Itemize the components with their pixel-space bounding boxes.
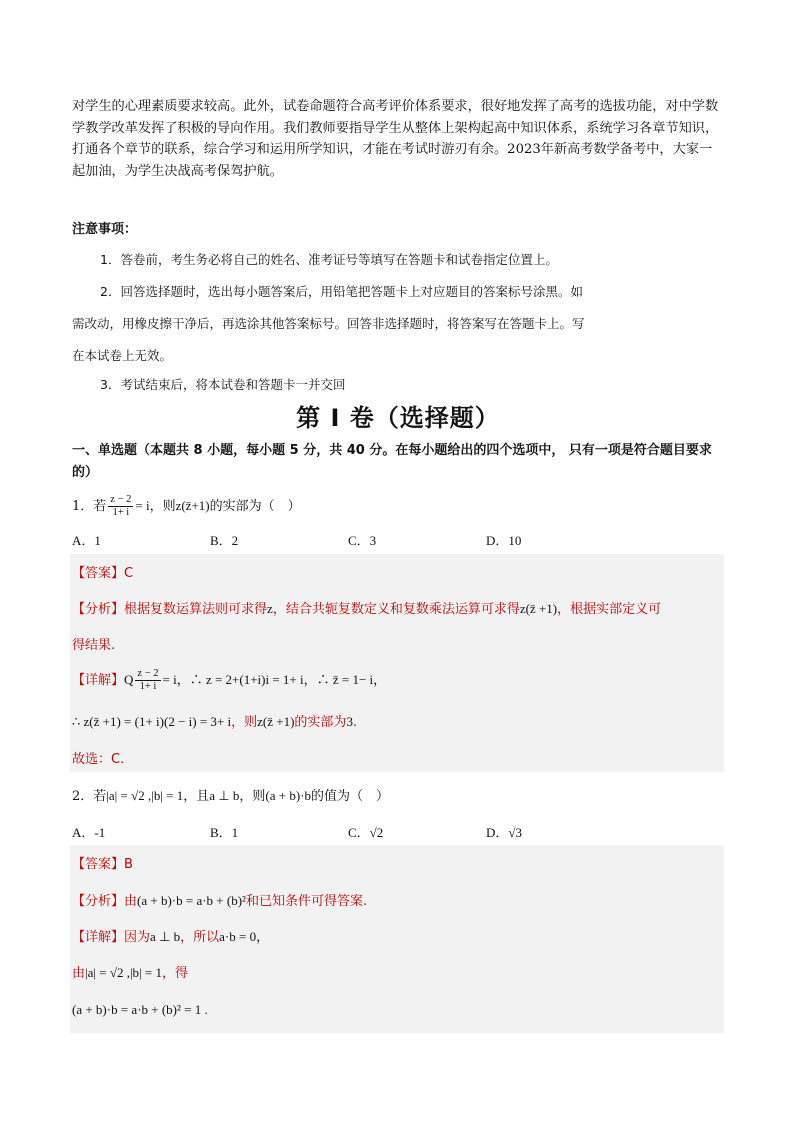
- notice-title: 注意事项：: [72, 222, 138, 237]
- q2-option-a: A．-1: [72, 825, 106, 840]
- q1-expr: z(z̄+1): [175, 498, 210, 513]
- q1-analysis-z: z: [267, 601, 273, 616]
- q1-option-a: A．1: [72, 533, 101, 548]
- intro-paragraph: 对学生的心理素质要求较高。此外，试卷命题符合高考评价体系要求，很好地发挥了高考的选拔功能，对中学数学教学改革发挥了积极的导向作用。我们教师要指导学生从整体上架构起高中知识体系，系统学习各章节知识，打通各个章节的联系，综合学习和运用所学知识，才能在考试时游刃有余。2023年新高考数学备考中，大家一起加油，为学生决战高考保驾护航。: [72, 99, 719, 179]
- q1-answer-tag: 【答案】: [72, 566, 125, 581]
- q2-detail-line-1: [72, 926, 269, 945]
- q1-frac-num: z − 2: [110, 494, 132, 505]
- q1-answer: C: [124, 566, 134, 581]
- q2-answer: B: [124, 857, 133, 872]
- q2-detail-so: ，所以: [180, 930, 220, 945]
- q1-conclusion: [72, 748, 124, 767]
- q2-detail-line-3: [72, 1002, 208, 1018]
- q1-detail-fraction: [135, 668, 160, 693]
- q1-analysis-text-1: 根据复数运算法则可求得: [124, 602, 268, 617]
- q1-detail-line-1: [72, 668, 386, 693]
- q2-detail-perp: a ⊥ b: [150, 929, 181, 944]
- q2-analysis-expr: (a + b)·b = a·b + (b)²: [137, 893, 246, 908]
- q1-analysis-line-2: [72, 634, 115, 653]
- q1-analysis-text-3: ，根据实部定义可: [557, 602, 662, 617]
- q1-detail-value: 3: [346, 714, 353, 729]
- q2-detail-because: 因为: [124, 930, 151, 945]
- q2-prefix: 2．若: [72, 789, 107, 804]
- q2-analysis-text-2: 和已知条件可得答案.: [245, 894, 368, 909]
- q2-option-d: D．√3: [486, 825, 523, 840]
- q1-option-b: B．2: [210, 533, 239, 548]
- notice-line-2: 2．回答选择题时，选出每小题答案后，用铅笔把答题卡上对应题目的答案标号涂黑。如: [100, 284, 583, 299]
- q1-frac-den: 1+ i: [112, 507, 130, 518]
- q2-detail-comma: ，: [256, 930, 270, 945]
- q1-option-c: C．3: [348, 533, 377, 548]
- q1-suffix: 的实部为（ ）: [209, 499, 301, 514]
- section-header: 一、单选题（本题共 8 小题，每小题 5 分，共 40 分。在每小题给出的四个选项中， 只有一项是符合题目要求的）: [72, 443, 712, 480]
- q2-detail-result: (a + b)·b = a·b + (b)² = 1 .: [72, 1002, 208, 1017]
- q1-detail-period: .: [352, 715, 358, 730]
- q1-detail-math-1: = i，∴ z = 2+(1+i)i = 1+ i，∴ z̄ = 1− i，: [162, 672, 387, 687]
- q1-analysis-expr: z(z̄ +1): [519, 601, 558, 616]
- q2-analysis-text-1: 由: [124, 894, 138, 909]
- q2-mid2: ，则: [239, 789, 266, 804]
- q1-prefix: 1．若: [72, 499, 107, 514]
- q1-conclusion-text: 故选：C.: [72, 752, 125, 767]
- q1-detail-then: ，则: [231, 715, 258, 730]
- q2-answer-line: [72, 853, 133, 872]
- q2-analysis-tag: 【分析】: [72, 894, 125, 909]
- q2-detail-condition: |a| = √2 ,|b| = 1: [85, 965, 162, 980]
- notice-line-4: 在本试卷上无效。: [72, 348, 173, 363]
- q1-fraction: [108, 494, 133, 519]
- q2-perp: a ⊥ b: [209, 788, 240, 803]
- question-1: [72, 494, 301, 519]
- q1-analysis-text-4: 得结果.: [72, 638, 116, 653]
- q2-detail-from: 由: [72, 966, 86, 981]
- q1-detail-tag: 【详解】: [72, 673, 125, 688]
- q1-mid: = i，则: [135, 498, 176, 513]
- q2-option-b: B．1: [210, 825, 239, 840]
- q1-answer-line: [72, 562, 133, 581]
- question-2: [72, 785, 389, 804]
- q2-detail-dot-zero: a·b = 0: [219, 929, 257, 944]
- q2-condition: |a| = √2 ,|b| = 1: [106, 788, 184, 803]
- q2-detail-line-2: [72, 962, 188, 981]
- q2-option-c: C．√2: [348, 825, 384, 840]
- q2-answer-tag: 【答案】: [72, 857, 125, 872]
- q1-detail-expr: z(z̄ +1): [257, 714, 295, 729]
- notice-line-5: 3．考试结束后，将本试卷和答题卡一并交回: [100, 377, 346, 392]
- q2-detail-get: ，得: [162, 966, 189, 981]
- notice-line-3: 需改动，用橡皮擦干净后，再选涂其他答案标号。回答非选择题时，将答案写在答题卡上。写: [72, 316, 585, 331]
- volume-title: 第 I 卷（选择题）: [296, 404, 500, 432]
- notice-line-1: 1．答卷前，考生务必将自己的姓名、准考证号等填写在答题卡和试卷指定位置上。: [100, 252, 558, 267]
- q2-analysis-line: [72, 890, 367, 909]
- q1-detail-because: Q: [124, 672, 134, 687]
- q1-answer-block: [70, 554, 724, 772]
- q2-expr: (a + b)·b: [265, 788, 311, 803]
- q1-detail-math-2: ∴ z(z̄ +1) = (1+ i)(2 − i) = 3+ i: [72, 714, 232, 729]
- q1-detail-line-2: [72, 711, 357, 730]
- q2-detail-tag: 【详解】: [72, 930, 125, 945]
- q1-detail-frac-num: z − 2: [137, 668, 159, 679]
- q2-suffix: 的值为（ ）: [311, 789, 390, 804]
- q1-analysis-tag: 【分析】: [72, 602, 125, 617]
- q1-detail-real-part: 的实部为: [294, 715, 347, 730]
- q1-analysis-line: [72, 598, 661, 617]
- q1-analysis-text-2: ，结合共轭复数定义和复数乘法运算可求得: [272, 602, 520, 617]
- q2-mid: ，且: [183, 789, 210, 804]
- q1-detail-frac-den: 1+ i: [139, 681, 157, 692]
- q1-option-d: D．10: [486, 533, 522, 548]
